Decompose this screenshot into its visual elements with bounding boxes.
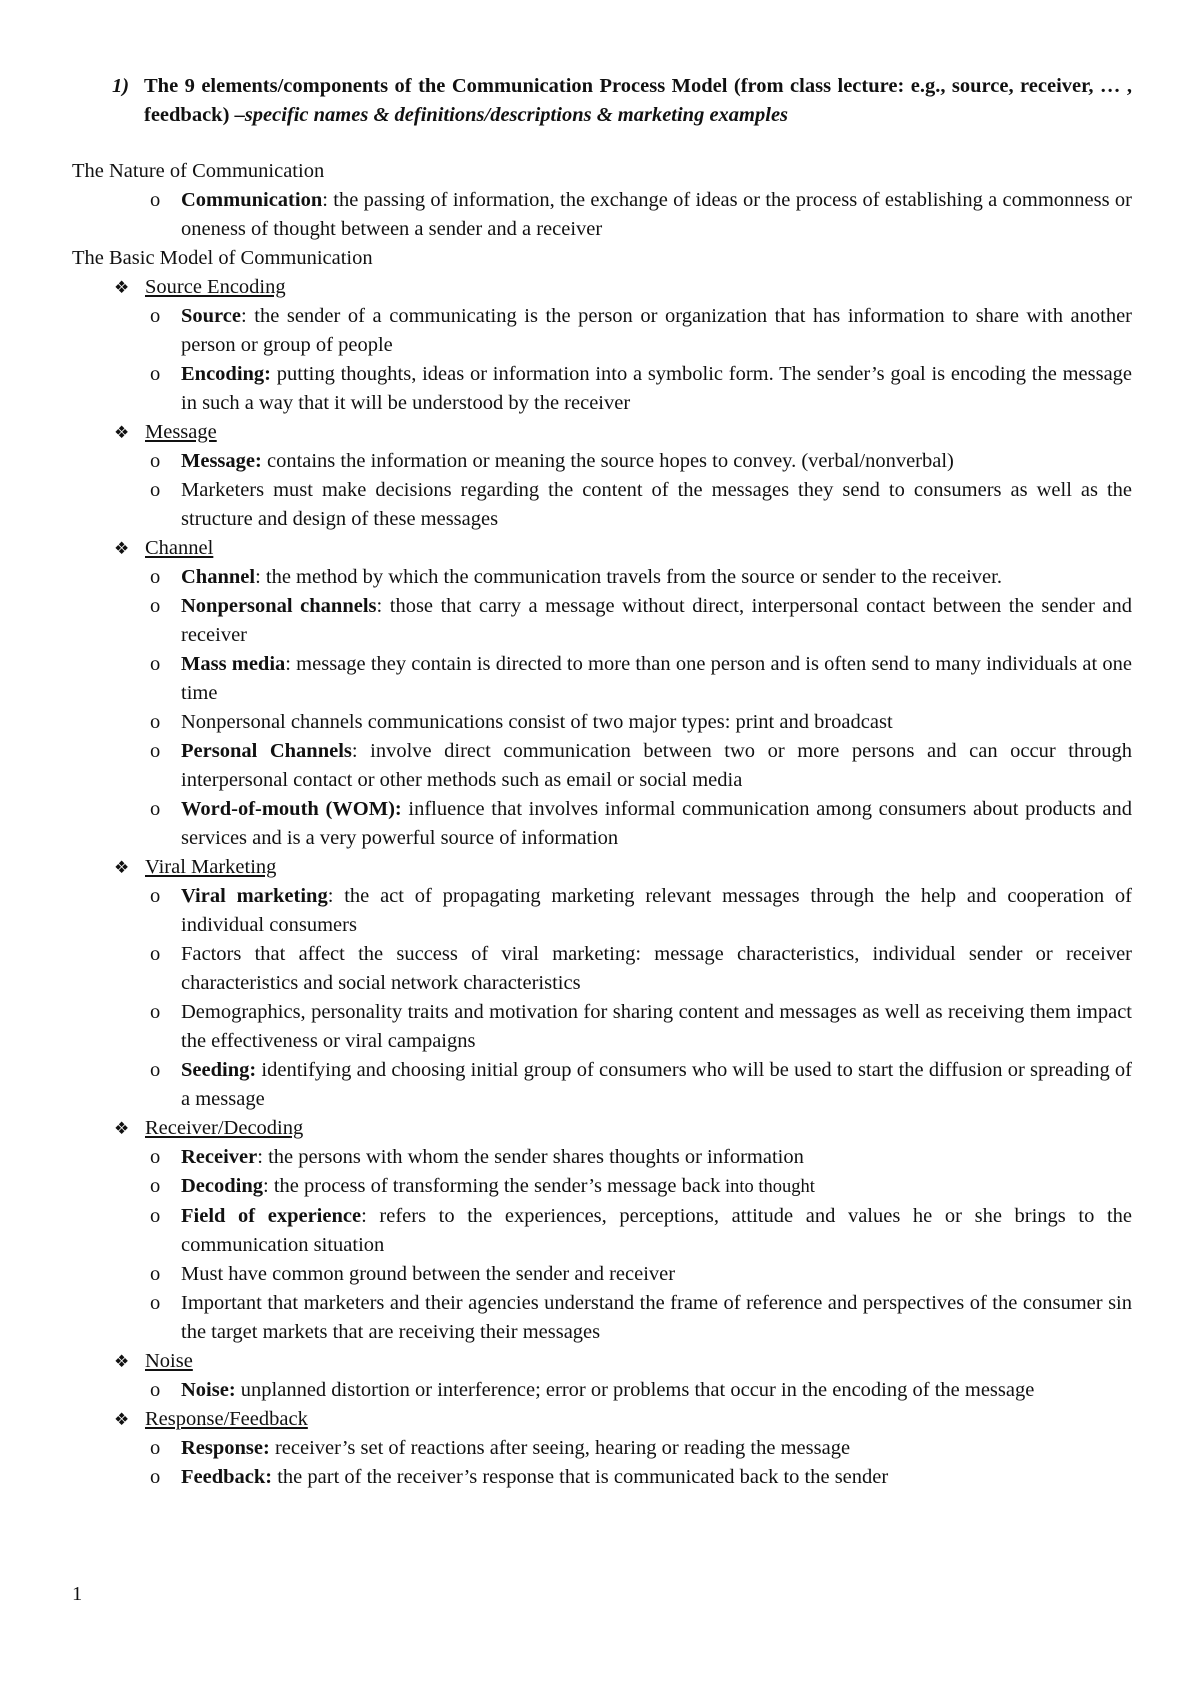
item-term: Channel xyxy=(181,566,256,588)
item-separator: : xyxy=(376,595,390,617)
item-text: Nonpersonal channels communications consist of two major types: print and broadcast xyxy=(181,711,893,733)
diamond-bullet-icon: ❖ xyxy=(114,1352,130,1371)
bullet-o-icon: o xyxy=(150,711,161,733)
item-text: the sender of a communicating is the person or organization that has information to share with another person or group of people xyxy=(181,305,1132,356)
bullet-o-icon: o xyxy=(150,798,161,820)
item-separator: : xyxy=(351,740,371,762)
item-text: involve direct communication between two or more persons and can occur through interpersonal contact or other methods such as email or social media xyxy=(181,740,1132,791)
item-text: influence that involves informal communication among consumers about products and services and is a very powerful source of information xyxy=(181,798,1132,849)
item-text: Marketers must make decisions regarding the content of the messages they send to consumers as well as the structure and design of these messages xyxy=(181,479,1132,530)
item-text: Demographics, personality traits and motivation for sharing content and messages as well as receiving them impact the effectiveness or viral campaigns xyxy=(181,1001,1132,1052)
item-text: message they contain is directed to more than one person and is often send to many individuals at one time xyxy=(181,653,1132,704)
list-item xyxy=(72,940,1132,998)
item-separator: : xyxy=(257,1146,269,1168)
item-separator: : xyxy=(255,566,266,588)
bullet-o-icon: o xyxy=(150,740,161,762)
bullet-o-icon: o xyxy=(150,1379,161,1401)
bullet-o-icon: o xyxy=(150,1059,161,1081)
item-text: the passing of information, the exchange of ideas or the process of establishing a commonness or oneness of thought between a sender and a receiver xyxy=(181,189,1132,240)
section-title-basic-model: The Basic Model of Communication xyxy=(72,247,373,269)
item-text: those that carry a message without direct, interpersonal contact between the sender and receiver xyxy=(181,595,1132,646)
diamond-bullet-icon: ❖ xyxy=(114,1119,130,1138)
question-emphasis: specific names & definitions/descriptions & marketing examples xyxy=(244,104,789,126)
list-item xyxy=(72,737,1132,795)
item-separator: : xyxy=(322,189,334,211)
item-text: the part of the receiver’s response that is communicated back to the sender xyxy=(277,1466,889,1488)
bullet-o-icon: o xyxy=(150,1001,161,1023)
bullet-o-icon: o xyxy=(150,885,161,907)
list-item xyxy=(72,1202,1132,1260)
category-heading xyxy=(72,1347,1132,1376)
item-separator: : xyxy=(263,1175,274,1197)
section-title-nature: The Nature of Communication xyxy=(72,160,325,182)
diamond-bullet-icon: ❖ xyxy=(114,1410,130,1429)
category-heading xyxy=(72,418,1132,447)
item-text: putting thoughts, ideas or information into a symbolic form. The sender’s goal is encoding the message in such a way that it will be understood by the receiver xyxy=(181,363,1133,414)
bullet-o-icon: o xyxy=(150,1437,161,1459)
item-term: Personal Channels xyxy=(181,740,352,762)
bullet-o-icon: o xyxy=(150,1146,161,1168)
list-item xyxy=(72,563,1132,592)
list-item xyxy=(72,882,1132,940)
category-label: Channel xyxy=(145,537,214,559)
category-label: Response/Feedback xyxy=(145,1408,308,1430)
bullet-o-icon: o xyxy=(150,305,161,327)
bullet-o-icon: o xyxy=(150,653,161,675)
item-term: Message: xyxy=(181,450,262,472)
category-label: Viral Marketing xyxy=(145,856,277,878)
list-item xyxy=(72,1260,1132,1289)
question-text xyxy=(144,72,1132,130)
bullet-o-icon: o xyxy=(150,1466,161,1488)
category-label: Source Encoding xyxy=(145,276,286,298)
item-term: Feedback: xyxy=(181,1466,273,1488)
page-number: 1 xyxy=(72,1583,83,1605)
question-number: 1) xyxy=(112,75,130,97)
item-term: Response: xyxy=(181,1437,270,1459)
item-term: Decoding xyxy=(181,1175,263,1197)
item-term: Communication xyxy=(181,189,323,211)
list-item xyxy=(72,1434,1132,1463)
item-text: the persons with whom the sender shares thoughts or information xyxy=(268,1146,804,1168)
list-item xyxy=(72,592,1132,650)
bullet-o-icon: o xyxy=(150,189,161,211)
list-item xyxy=(72,360,1132,418)
list-item xyxy=(72,1056,1132,1114)
question-heading xyxy=(112,72,1132,130)
category-heading xyxy=(72,1405,1132,1434)
item-text-small: into thought xyxy=(720,1177,815,1197)
category-heading xyxy=(72,534,1132,563)
bullet-o-icon: o xyxy=(150,450,161,472)
item-term: Noise: xyxy=(181,1379,236,1401)
diamond-bullet-icon: ❖ xyxy=(114,539,130,558)
item-text: receiver’s set of reactions after seeing, hearing or reading the message xyxy=(274,1437,851,1459)
diamond-bullet-icon: ❖ xyxy=(114,278,130,297)
bullet-o-icon: o xyxy=(150,1292,161,1314)
bullet-o-icon: o xyxy=(150,566,161,588)
list-item xyxy=(72,186,1132,244)
item-separator: : xyxy=(327,885,345,907)
item-text: the act of propagating marketing relevant messages through the help and cooperation of individual consumers xyxy=(181,885,1132,936)
item-term: Viral marketing xyxy=(181,885,328,907)
question-main: The 9 elements/components of the Communication Process Model (from class lecture: e.g., source, receiver, … , feedback) – xyxy=(144,75,1132,126)
category-heading xyxy=(72,273,1132,302)
list-item xyxy=(72,708,1132,737)
diamond-bullet-icon: ❖ xyxy=(114,858,130,877)
item-term: Seeding: xyxy=(181,1059,257,1081)
list-item xyxy=(72,650,1132,708)
list-item xyxy=(72,795,1132,853)
item-text: identifying and choosing initial group of consumers who will be used to start the diffusion or spreading of a message xyxy=(181,1059,1132,1110)
list-item xyxy=(72,447,1132,476)
bullet-o-icon: o xyxy=(150,595,161,617)
item-separator: : xyxy=(361,1205,380,1227)
category-heading xyxy=(72,853,1132,882)
item-term: Receiver xyxy=(181,1146,258,1168)
bullet-o-icon: o xyxy=(150,1205,161,1227)
notes-body xyxy=(72,157,1132,1492)
bullet-o-icon: o xyxy=(150,479,161,501)
item-text: refers to the experiences, perceptions, attitude and values he or she brings to the communication situation xyxy=(181,1205,1133,1256)
list-item xyxy=(72,1289,1132,1347)
item-separator: : xyxy=(240,305,255,327)
item-text: Important that marketers and their agencies understand the frame of reference and perspectives of the consumer sin the target markets that are receiving their messages xyxy=(181,1292,1132,1343)
item-term: Nonpersonal channels xyxy=(181,595,377,617)
list-item xyxy=(72,1172,1132,1202)
bullet-o-icon: o xyxy=(150,1175,161,1197)
category-label: Noise xyxy=(145,1350,193,1372)
bullet-o-icon: o xyxy=(150,1263,161,1285)
item-term: Source xyxy=(181,305,241,327)
diamond-bullet-icon: ❖ xyxy=(114,423,130,442)
list-item xyxy=(72,1376,1132,1405)
item-text: Factors that affect the success of viral marketing: message characteristics, individual sender or receiver characteristics and social network characteristics xyxy=(181,943,1132,994)
list-item xyxy=(72,302,1132,360)
category-heading xyxy=(72,1114,1132,1143)
item-term: Mass media xyxy=(181,653,286,675)
item-term: Encoding: xyxy=(181,363,271,385)
list-item xyxy=(72,476,1132,534)
item-term: Field of experience xyxy=(181,1205,362,1227)
item-text: unplanned distortion or interference; error or problems that occur in the encoding of the message xyxy=(240,1379,1035,1401)
item-text: the method by which the communication travels from the source or sender to the receiver. xyxy=(265,566,1002,588)
bullet-o-icon: o xyxy=(150,943,161,965)
item-term: Word-of-mouth (WOM): xyxy=(181,798,402,820)
bullet-o-icon: o xyxy=(150,363,161,385)
category-label: Receiver/Decoding xyxy=(145,1117,304,1139)
category-label: Message xyxy=(145,421,217,443)
list-item xyxy=(72,1463,1132,1492)
item-text: the process of transforming the sender’s message back xyxy=(273,1175,721,1197)
list-item xyxy=(72,998,1132,1056)
item-text: contains the information or meaning the source hopes to convey. (verbal/nonverbal) xyxy=(266,450,954,472)
item-separator: : xyxy=(285,653,297,675)
list-item xyxy=(72,1143,1132,1172)
item-text: Must have common ground between the sender and receiver xyxy=(181,1263,676,1285)
